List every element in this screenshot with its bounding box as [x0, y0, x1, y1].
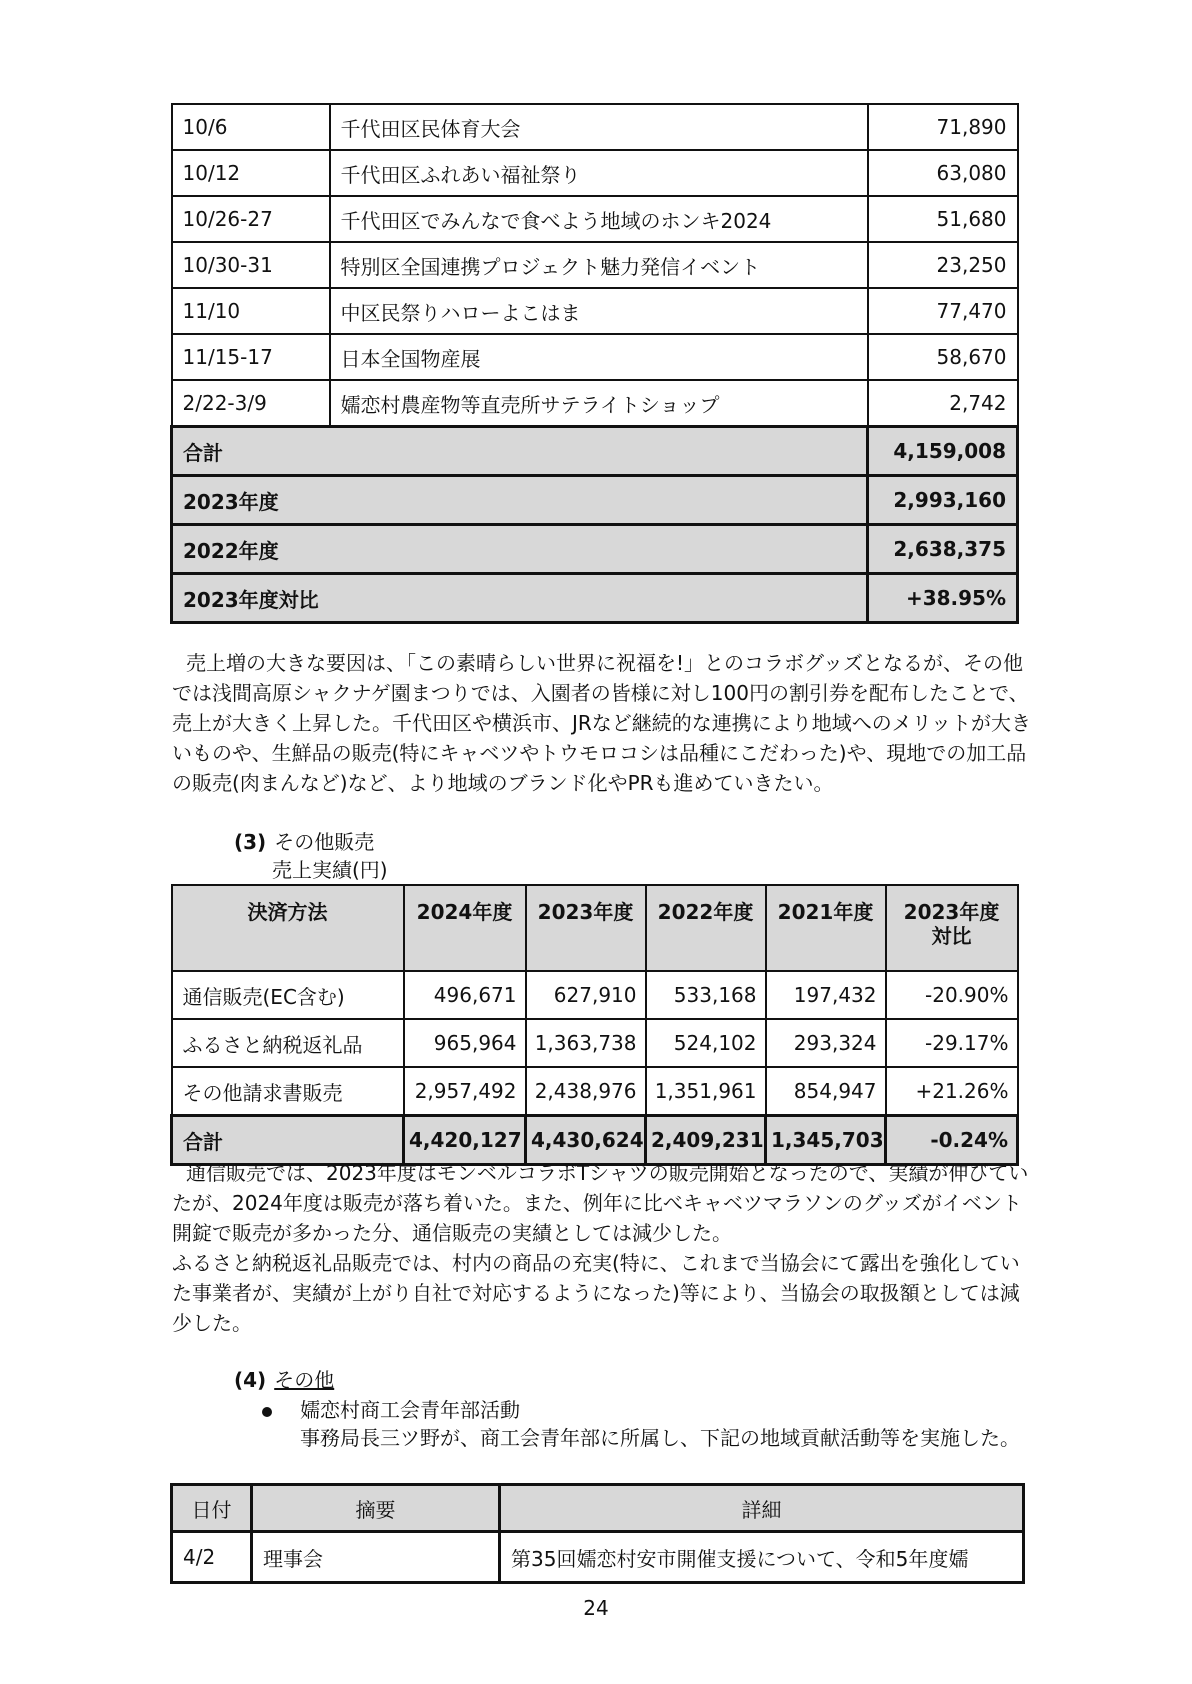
value-cell: 1,351,961: [646, 1067, 766, 1116]
event-amount: 51,680: [868, 196, 1018, 242]
ratio-cell: -20.90%: [886, 971, 1018, 1019]
section-3-heading: [234, 826, 374, 855]
header-2023: 2023年度: [526, 885, 646, 971]
bullet-description: 事務局長三ツ野が、商工会青年部に所属し、下記の地域貢献活動等を実施した。: [300, 1426, 1020, 1450]
value-cell: 1,363,738: [526, 1019, 646, 1067]
event-date: 10/6: [172, 104, 330, 150]
event-date: 10/26-27: [172, 196, 330, 242]
bullet-label: 嬬恋村商工会青年部活動: [300, 1398, 520, 1422]
page-number: 24: [583, 1596, 609, 1620]
ratio-cell: -29.17%: [886, 1019, 1018, 1067]
value-cell: 854,947: [766, 1067, 886, 1116]
method-cell: その他請求書販売: [172, 1067, 404, 1116]
event-date: 10/30-31: [172, 242, 330, 288]
activities-table: [170, 1483, 1025, 1584]
activity-detail: 第35回嬬恋村安市開催支援について、令和5年度嬬: [500, 1532, 1024, 1583]
summary-label: 合計: [172, 427, 868, 476]
method-cell: 通信販売(EC含む): [172, 971, 404, 1019]
event-name: 特別区全国連携プロジェクト魅力発信イベント: [330, 242, 868, 288]
event-date: 10/12: [172, 150, 330, 196]
section-3-subtitle: 売上実績(円): [272, 858, 388, 882]
section-title: その他販売: [274, 830, 375, 854]
value-cell: 965,964: [404, 1019, 526, 1067]
table-row: [172, 1532, 1024, 1583]
table-row: [172, 288, 1018, 334]
section-4-heading: [234, 1364, 334, 1393]
header-ratio: 2023年度 対比: [886, 885, 1018, 971]
event-name: 中区民祭りハローよこはま: [330, 288, 868, 334]
event-date: 2/22-3/9: [172, 380, 330, 427]
activity-summary: 理事会: [252, 1532, 500, 1583]
summary-value: +38.95%: [868, 574, 1018, 623]
table-row: [172, 1067, 1018, 1116]
section-number: (3): [234, 830, 267, 854]
event-date: 11/10: [172, 288, 330, 334]
value-cell: 197,432: [766, 971, 886, 1019]
event-amount: 23,250: [868, 242, 1018, 288]
value-cell: 4,420,127: [404, 1116, 526, 1165]
event-name: 嬬恋村農産物等直売所サテライトショップ: [330, 380, 868, 427]
section-number: (4): [234, 1368, 267, 1392]
table-row: [172, 380, 1018, 427]
event-amount: 77,470: [868, 288, 1018, 334]
value-cell: 2,957,492: [404, 1067, 526, 1116]
table-header-row: [172, 1485, 1024, 1532]
value-cell: 2,438,976: [526, 1067, 646, 1116]
header-2024: 2024年度: [404, 885, 526, 971]
summary-row-2022: [172, 525, 1018, 574]
table-row: [172, 334, 1018, 380]
event-name: 千代田区ふれあい福祉祭り: [330, 150, 868, 196]
event-name: 千代田区でみんなで食べよう地域のホンキ2024: [330, 196, 868, 242]
value-cell: 293,324: [766, 1019, 886, 1067]
event-name: 日本全国物産展: [330, 334, 868, 380]
header-summary: 摘要: [252, 1485, 500, 1532]
summary-label: 2023年度: [172, 476, 868, 525]
value-cell: 533,168: [646, 971, 766, 1019]
event-amount: 63,080: [868, 150, 1018, 196]
value-cell: 496,671: [404, 971, 526, 1019]
value-cell: 524,102: [646, 1019, 766, 1067]
summary-label: 2023年度対比: [172, 574, 868, 623]
mail-order-paragraph: 通信販売では、2023年度はモンベルコラボTシャツの販売開始となったので、実績が伸びていたが、2024年度は販売が落ち着いた。また、例年に比べキャベツマラソンのグッズがイベント開錠で販売が多かった分、通信販売の実績としては減少した。: [172, 1161, 1029, 1245]
header-date: 日付: [172, 1485, 252, 1532]
table-row: [172, 196, 1018, 242]
header-2022: 2022年度: [646, 885, 766, 971]
method-cell: 合計: [172, 1116, 404, 1165]
summary-value: 2,638,375: [868, 525, 1018, 574]
summary-value: 2,993,160: [868, 476, 1018, 525]
table-row: [172, 104, 1018, 150]
method-cell: ふるさと納税返礼品: [172, 1019, 404, 1067]
other-sales-table: [170, 884, 1019, 1166]
value-cell: 627,910: [526, 971, 646, 1019]
summary-row-ratio: [172, 574, 1018, 623]
value-cell: 2,409,231: [646, 1116, 766, 1165]
event-amount: 71,890: [868, 104, 1018, 150]
summary-row-2023: [172, 476, 1018, 525]
event-amount: 58,670: [868, 334, 1018, 380]
event-name: 千代田区民体育大会: [330, 104, 868, 150]
event-amount: 2,742: [868, 380, 1018, 427]
sales-analysis-paragraph: 売上増の大きな要因は、「この素晴らしい世界に祝福を!」とのコラボグッズとなるが、その他では浅間高原シャクナゲ園まつりでは、入園者の皆様に対し100円の割引券を配布したことで、売上が大きく上昇した。千代田区や横浜市、JRなど継続的な連携により地域へのメリットが大きいものや、生鮮品の販売(特にキャベツやトウモロコシは品種にこだわった)や、現地での加工品の販売(肉まんなど)など、より地域のブランド化やPRも進めていきたい。: [172, 651, 1031, 795]
header-2021: 2021年度: [766, 885, 886, 971]
header-method: 決済方法: [172, 885, 404, 971]
section-title: その他: [274, 1368, 335, 1392]
header-detail: 詳細: [500, 1485, 1024, 1532]
furusato-paragraph: ふるさと納税返礼品販売では、村内の商品の充実(特に、これまで当協会にて露出を強化していた事業者が、実績が上がり自社で対応するようになった)等により、当協会の取扱額としては減少した。: [172, 1251, 1020, 1335]
ratio-cell: -0.24%: [886, 1116, 1018, 1165]
summary-row-total: [172, 427, 1018, 476]
bullet-icon: [262, 1407, 272, 1417]
table-header-row: [172, 885, 1018, 971]
events-sales-table: [170, 103, 1019, 624]
table-row: [172, 150, 1018, 196]
value-cell: 1,345,703: [766, 1116, 886, 1165]
summary-value: 4,159,008: [868, 427, 1018, 476]
value-cell: 4,430,624: [526, 1116, 646, 1165]
table-row: [172, 242, 1018, 288]
table-row: [172, 1019, 1018, 1067]
ratio-cell: +21.26%: [886, 1067, 1018, 1116]
bullet-item: [262, 1394, 520, 1423]
table-row: [172, 971, 1018, 1019]
summary-label: 2022年度: [172, 525, 868, 574]
event-date: 11/15-17: [172, 334, 330, 380]
activity-date: 4/2: [172, 1532, 252, 1583]
